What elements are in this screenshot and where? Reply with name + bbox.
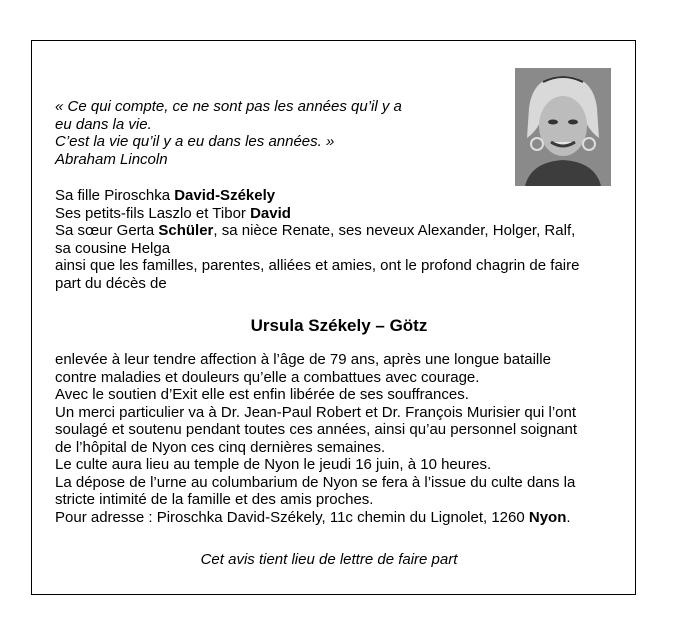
daughter-line: Sa fille Piroschka David-Székely bbox=[55, 187, 276, 204]
body-line: soulagé et soutenu pendant toutes ces années, ainsi qu’au personnel soignant bbox=[55, 421, 578, 438]
body-line: La dépose de l’urne au columbarium de Nyon se fera à l’issue du culte dans la bbox=[55, 473, 576, 491]
quote-line: C’est la vie qu’il y a eu dans les années. » bbox=[55, 133, 335, 150]
cousin-line: sa cousine Helga bbox=[55, 239, 171, 257]
grandsons-line: Ses petits-fils Laszlo et Tibor David bbox=[55, 204, 291, 222]
address-line: Pour adresse : Piroschka David-Székely, 11c chemin du Lignolet, 1260 Nyon. bbox=[55, 508, 571, 526]
families-line: ainsi que les familles, parentes, alliées et amies, ont le profond chagrin de faire bbox=[55, 257, 580, 274]
sister-line: Sa sœur Gerta Schüler, sa nièce Renate, ses neveux Alexander, Holger, Ralf, bbox=[55, 222, 576, 239]
body-line: enlevée à leur tendre affection à l’âge de 79 ans, après une longue bataille bbox=[55, 351, 551, 368]
sister-surname: Schüler bbox=[158, 222, 214, 239]
body-line: de l’hôpital de Nyon ces cinq dernières semaines. bbox=[55, 438, 386, 456]
notice-body bbox=[55, 351, 577, 526]
families-line: part du décès de bbox=[55, 274, 167, 292]
quote-author: Abraham Lincoln bbox=[55, 150, 168, 168]
body-line: Un merci particulier va à Dr. Jean-Paul Robert et Dr. François Murisier qui l’ont bbox=[55, 403, 577, 421]
body-line: stricte intimité de la famille et des amis proches. bbox=[55, 491, 374, 508]
body-line: contre maladies et douleurs qu’elle a combattues avec courage. bbox=[55, 368, 480, 386]
body-line: Le culte aura lieu au temple de Nyon le jeudi 16 juin, à 10 heures. bbox=[55, 456, 492, 473]
quote-line: « Ce qui compte, ce ne sont pas les années qu’il y a bbox=[55, 98, 402, 115]
family-list bbox=[55, 187, 579, 292]
quote-line: eu dans la vie. bbox=[55, 115, 152, 133]
portrait-illustration bbox=[515, 68, 611, 186]
closing-note: Cet avis tient lieu de lettre de faire part bbox=[200, 551, 458, 568]
epigraph-quote bbox=[55, 98, 402, 168]
daughter-surname: David-Székely bbox=[174, 187, 276, 204]
grandsons-surname: David bbox=[250, 204, 291, 222]
body-line: Avec le soutien d’Exit elle est enfin libérée de ses souffrances. bbox=[55, 386, 469, 403]
deceased-name: Ursula Székely – Götz bbox=[250, 316, 428, 335]
portrait-photo bbox=[515, 68, 611, 186]
address-city: Nyon bbox=[528, 508, 567, 526]
